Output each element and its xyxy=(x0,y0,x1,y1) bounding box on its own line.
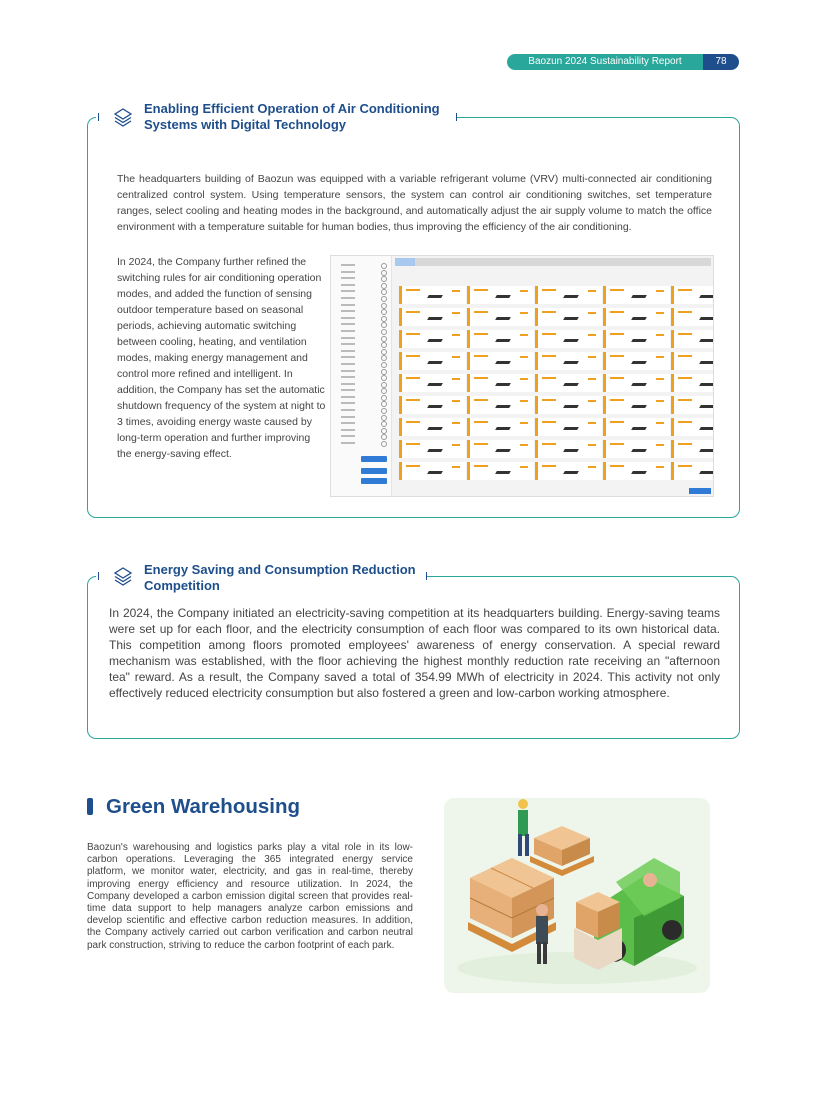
ac-unit-tile xyxy=(399,330,466,348)
ac-unit-tile xyxy=(671,330,714,348)
ac-unit-tile xyxy=(399,396,466,414)
ac-unit-tile xyxy=(671,308,714,326)
ac-unit-tile xyxy=(399,308,466,326)
ac-unit-tile xyxy=(603,462,670,480)
ac-unit-tile xyxy=(671,352,714,370)
ac-unit-tile xyxy=(399,286,466,304)
ac-unit-tile xyxy=(467,330,534,348)
ac-unit-tile xyxy=(467,418,534,436)
ac-unit-tile xyxy=(467,462,534,480)
ac-unit-tile xyxy=(671,462,714,480)
ac-unit-tile xyxy=(535,286,602,304)
ac-unit-tile xyxy=(467,308,534,326)
ac-unit-tile xyxy=(671,374,714,392)
ac-unit-tile xyxy=(535,440,602,458)
ac-unit-tile xyxy=(603,308,670,326)
page-number: 78 xyxy=(703,54,739,70)
ac-unit-tile xyxy=(603,352,670,370)
ac-unit-tile xyxy=(399,352,466,370)
forklift-illustration xyxy=(444,798,710,993)
vrv-paragraph-2: In 2024, the Company further refined the switching rules for air conditioning operation modes, and added the function of sensing outdoor temperature based on seasonal periods, achieving automatic switching between cooling, heating, and ventilation modes, making energy management and control more refined and intelligent. In addition, the Company has set the automatic shutdown frequency of the system at night to 3 times, avoiding energy waste caused by long-term operation and further improving the energy-saving effect. xyxy=(117,256,326,460)
ac-unit-tile xyxy=(603,418,670,436)
ac-unit-tile xyxy=(603,374,670,392)
ac-unit-tile xyxy=(535,330,602,348)
ac-unit-tile xyxy=(535,374,602,392)
warehousing-paragraph: Baozun's warehousing and logistics parks play a vital role in its low-carbon operations. Leveraging the 365 integrated energy service platform, we monitor water, electricity, and gas in real-time, thereby improving energy efficiency and resource utilization. In 2024, the Company developed a carbon emission digital screen that provides real-time data support to help managers analyze carbon emissions and develop scientific and effective carbon reduction measures. In addition, the Company actively carried out carbon verification and carbon neutral park construction, striving to reduce the carbon footprint of each park. xyxy=(87,842,413,951)
layers-icon xyxy=(112,106,134,128)
competition-section-title: Energy Saving and Consumption Reduction Competition xyxy=(144,562,416,593)
ac-unit-tile xyxy=(603,286,670,304)
ac-unit-tile xyxy=(535,352,602,370)
ac-unit-tile xyxy=(603,440,670,458)
ac-unit-tile xyxy=(399,462,466,480)
competition-paragraph: In 2024, the Company initiated an electricity-saving competition at its headquarters building. Energy-saving teams were set up for each floor, and the electricity consumption of each floor was compared to its own historical data. This competition among floors promoted employees' awareness of energy conservation. A special reward mechanism was established, with the floor achieving the highest monthly reduction rate receiving an "afternoon tea" reward. As a result, the Company saved a total of 354.99 MWh of electricity in 2024. This activity not only effectively reduced electricity consumption but also fostered a green and low-carbon working atmosphere. xyxy=(109,606,720,700)
ac-unit-tile xyxy=(671,396,714,414)
warehousing-title: Green Warehousing xyxy=(106,795,301,818)
ac-unit-tile xyxy=(399,374,466,392)
ac-unit-tile xyxy=(467,286,534,304)
ac-unit-tile xyxy=(467,396,534,414)
ac-unit-tile xyxy=(467,440,534,458)
ac-unit-tile xyxy=(535,462,602,480)
ac-unit-tile xyxy=(671,286,714,304)
report-title: Baozun 2024 Sustainability Report xyxy=(507,54,703,70)
vrv-paragraph-1: The headquarters building of Baozun was equipped with a variable refrigerant volume (VRV) multi-connected air conditioning centralized control system. Using temperature sensors, the system can control air conditioning switches, set temperature ranges, select cooling and heating modes in the background, and automatically adjust the air supply volume to match the office environment with a temperature suitable for human bodies, thus improving the efficiency of the air conditioning. xyxy=(117,173,712,233)
ac-unit-tile xyxy=(535,418,602,436)
ac-unit-tile xyxy=(671,418,714,436)
ac-unit-tile xyxy=(467,374,534,392)
layers-icon xyxy=(112,565,134,587)
report-header xyxy=(507,54,739,70)
ac-unit-tile xyxy=(603,396,670,414)
ac-unit-tile xyxy=(467,352,534,370)
vrv-control-system-screenshot xyxy=(330,255,714,497)
section-marker xyxy=(87,798,93,815)
ac-unit-tile xyxy=(535,396,602,414)
ac-unit-tile xyxy=(399,440,466,458)
ac-unit-tile xyxy=(671,440,714,458)
ac-unit-tile xyxy=(399,418,466,436)
ac-unit-tile xyxy=(603,330,670,348)
vrv-section-title: Enabling Efficient Operation of Air Conditioning Systems with Digital Technology xyxy=(144,101,440,132)
ac-unit-tile xyxy=(535,308,602,326)
